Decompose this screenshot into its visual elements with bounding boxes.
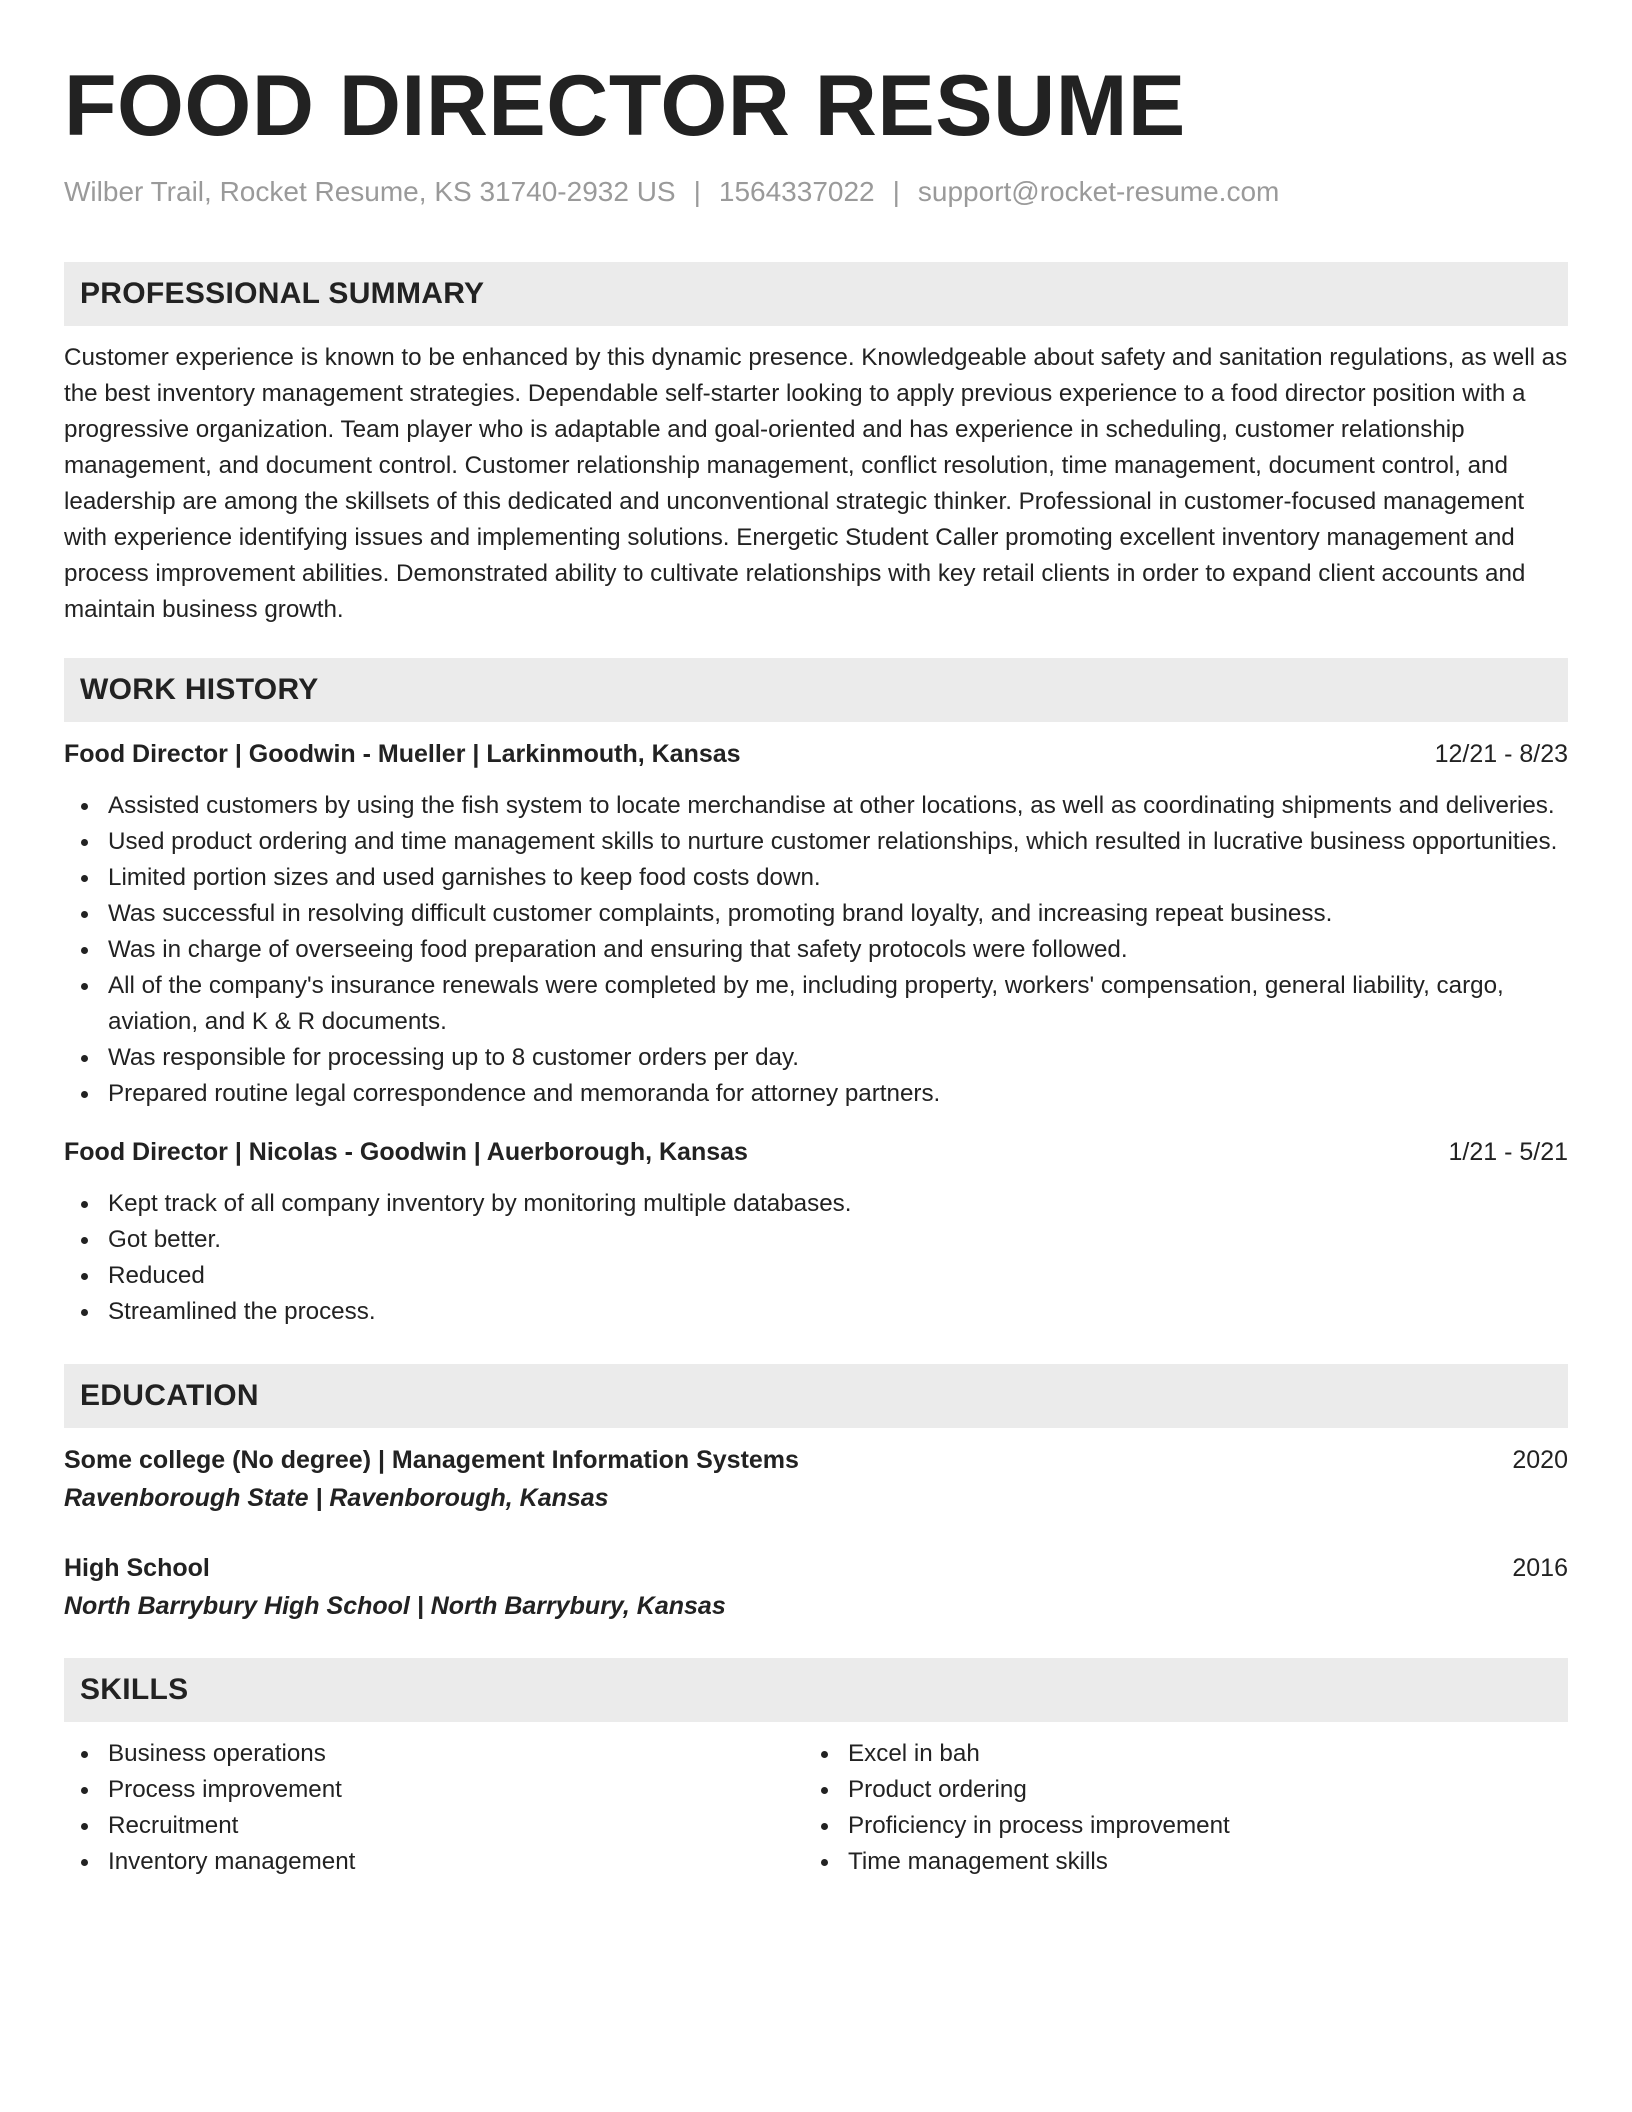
section-heading: WORK HISTORY <box>80 673 319 706</box>
section-header-skills <box>64 1658 1568 1722</box>
job-entry <box>64 1134 1568 1330</box>
job-bullet: Assisted customers by using the fish system to locate merchandise at other locations, as well as coordinating shipments and deliveries. <box>64 788 1568 824</box>
resume-title: FOOD DIRECTOR RESUME <box>64 58 1186 154</box>
job-dates: 12/21 - 8/23 <box>1434 740 1568 768</box>
job-title: Food Director | Goodwin - Mueller | Larkinmouth, Kansas <box>64 740 741 768</box>
education-entry <box>64 1442 1568 1516</box>
summary-text: Customer experience is known to be enhanced by this dynamic presence. Knowledgeable about safety and sanitation regulations, as well as the best inventory management strategies. Dependable self-starter looking to apply previous experience to a food director position with a progressive organization. Team player who is adaptable and goal-oriented and has experience in scheduling, customer relationship management, and document control. Customer relationship management, conflict resolution, time management, document control, and leadership are among the skillsets of this dedicated and unconventional strategic thinker. Professional in customer-focused management with experience identifying issues and implementing solutions. Energetic Student Caller promoting excellent inventory management and process improvement abilities. Demonstrated ability to cultivate relationships with key retail clients in order to expand client accounts and maintain business growth. <box>64 344 1568 623</box>
job-bullet: Kept track of all company inventory by monitoring multiple databases. <box>64 1186 1568 1222</box>
section-header-education <box>64 1364 1568 1428</box>
contact-separator: | <box>693 176 701 207</box>
section-heading: SKILLS <box>80 1673 189 1706</box>
education-year: 2016 <box>1512 1554 1568 1582</box>
job-bullet: Got better. <box>64 1222 1568 1258</box>
skills-column-right <box>804 1736 1544 1880</box>
job-bullet: Limited portion sizes and used garnishes to keep food costs down. <box>64 860 1568 896</box>
job-bullet: Used product ordering and time management skills to nurture customer relationships, which resulted in lucrative business opportunities. <box>64 824 1568 860</box>
job-bullet: Reduced <box>64 1258 1568 1294</box>
education-header <box>64 1442 1568 1478</box>
skill-item: Proficiency in process improvement <box>804 1808 1544 1844</box>
education-degree: High School <box>64 1554 210 1582</box>
skill-item: Product ordering <box>804 1772 1544 1808</box>
education-school: North Barrybury High School | North Barrybury, Kansas <box>64 1592 726 1620</box>
skills-list <box>804 1736 1544 1880</box>
job-header <box>64 1134 1568 1170</box>
section-header-work-history <box>64 658 1568 722</box>
job-bullets <box>64 1186 1568 1330</box>
job-bullet: Streamlined the process. <box>64 1294 1568 1330</box>
contact-address: Wilber Trail, Rocket Resume, KS 31740-2932 US <box>64 176 676 207</box>
job-title: Food Director | Nicolas - Goodwin | Auerborough, Kansas <box>64 1138 748 1166</box>
education-year: 2020 <box>1512 1446 1568 1474</box>
skill-item: Excel in bah <box>804 1736 1544 1772</box>
section-header-summary <box>64 262 1568 326</box>
job-bullets <box>64 788 1568 1112</box>
contact-phone: 1564337022 <box>718 176 875 207</box>
education-school: Ravenborough State | Ravenborough, Kansas <box>64 1484 609 1512</box>
skill-item: Business operations <box>64 1736 804 1772</box>
job-bullet: Was in charge of overseeing food preparation and ensuring that safety protocols were followed. <box>64 932 1568 968</box>
contact-line <box>64 174 1568 210</box>
job-bullet: Was responsible for processing up to 8 customer orders per day. <box>64 1040 1568 1076</box>
job-entry <box>64 736 1568 1112</box>
skills-list <box>64 1736 804 1880</box>
skill-item: Recruitment <box>64 1808 804 1844</box>
job-bullet: Prepared routine legal correspondence and memoranda for attorney partners. <box>64 1076 1568 1112</box>
job-bullet: Was successful in resolving difficult customer complaints, promoting brand loyalty, and increasing repeat business. <box>64 896 1568 932</box>
job-header <box>64 736 1568 772</box>
skills-grid <box>64 1736 1568 1880</box>
contact-separator: | <box>892 176 900 207</box>
skills-column-left <box>64 1736 804 1880</box>
job-dates: 1/21 - 5/21 <box>1448 1138 1568 1166</box>
job-bullet: All of the company's insurance renewals were completed by me, including property, workers' compensation, general liability, cargo, aviation, and K & R documents. <box>64 968 1568 1040</box>
contact-email: support@rocket-resume.com <box>917 176 1280 207</box>
skill-item: Inventory management <box>64 1844 804 1880</box>
section-heading: EDUCATION <box>80 1379 259 1412</box>
skill-item: Time management skills <box>804 1844 1544 1880</box>
skill-item: Process improvement <box>64 1772 804 1808</box>
education-degree: Some college (No degree) | Management Information Systems <box>64 1446 799 1474</box>
section-heading: PROFESSIONAL SUMMARY <box>80 277 485 310</box>
education-header <box>64 1550 1568 1586</box>
education-entry <box>64 1550 1568 1624</box>
